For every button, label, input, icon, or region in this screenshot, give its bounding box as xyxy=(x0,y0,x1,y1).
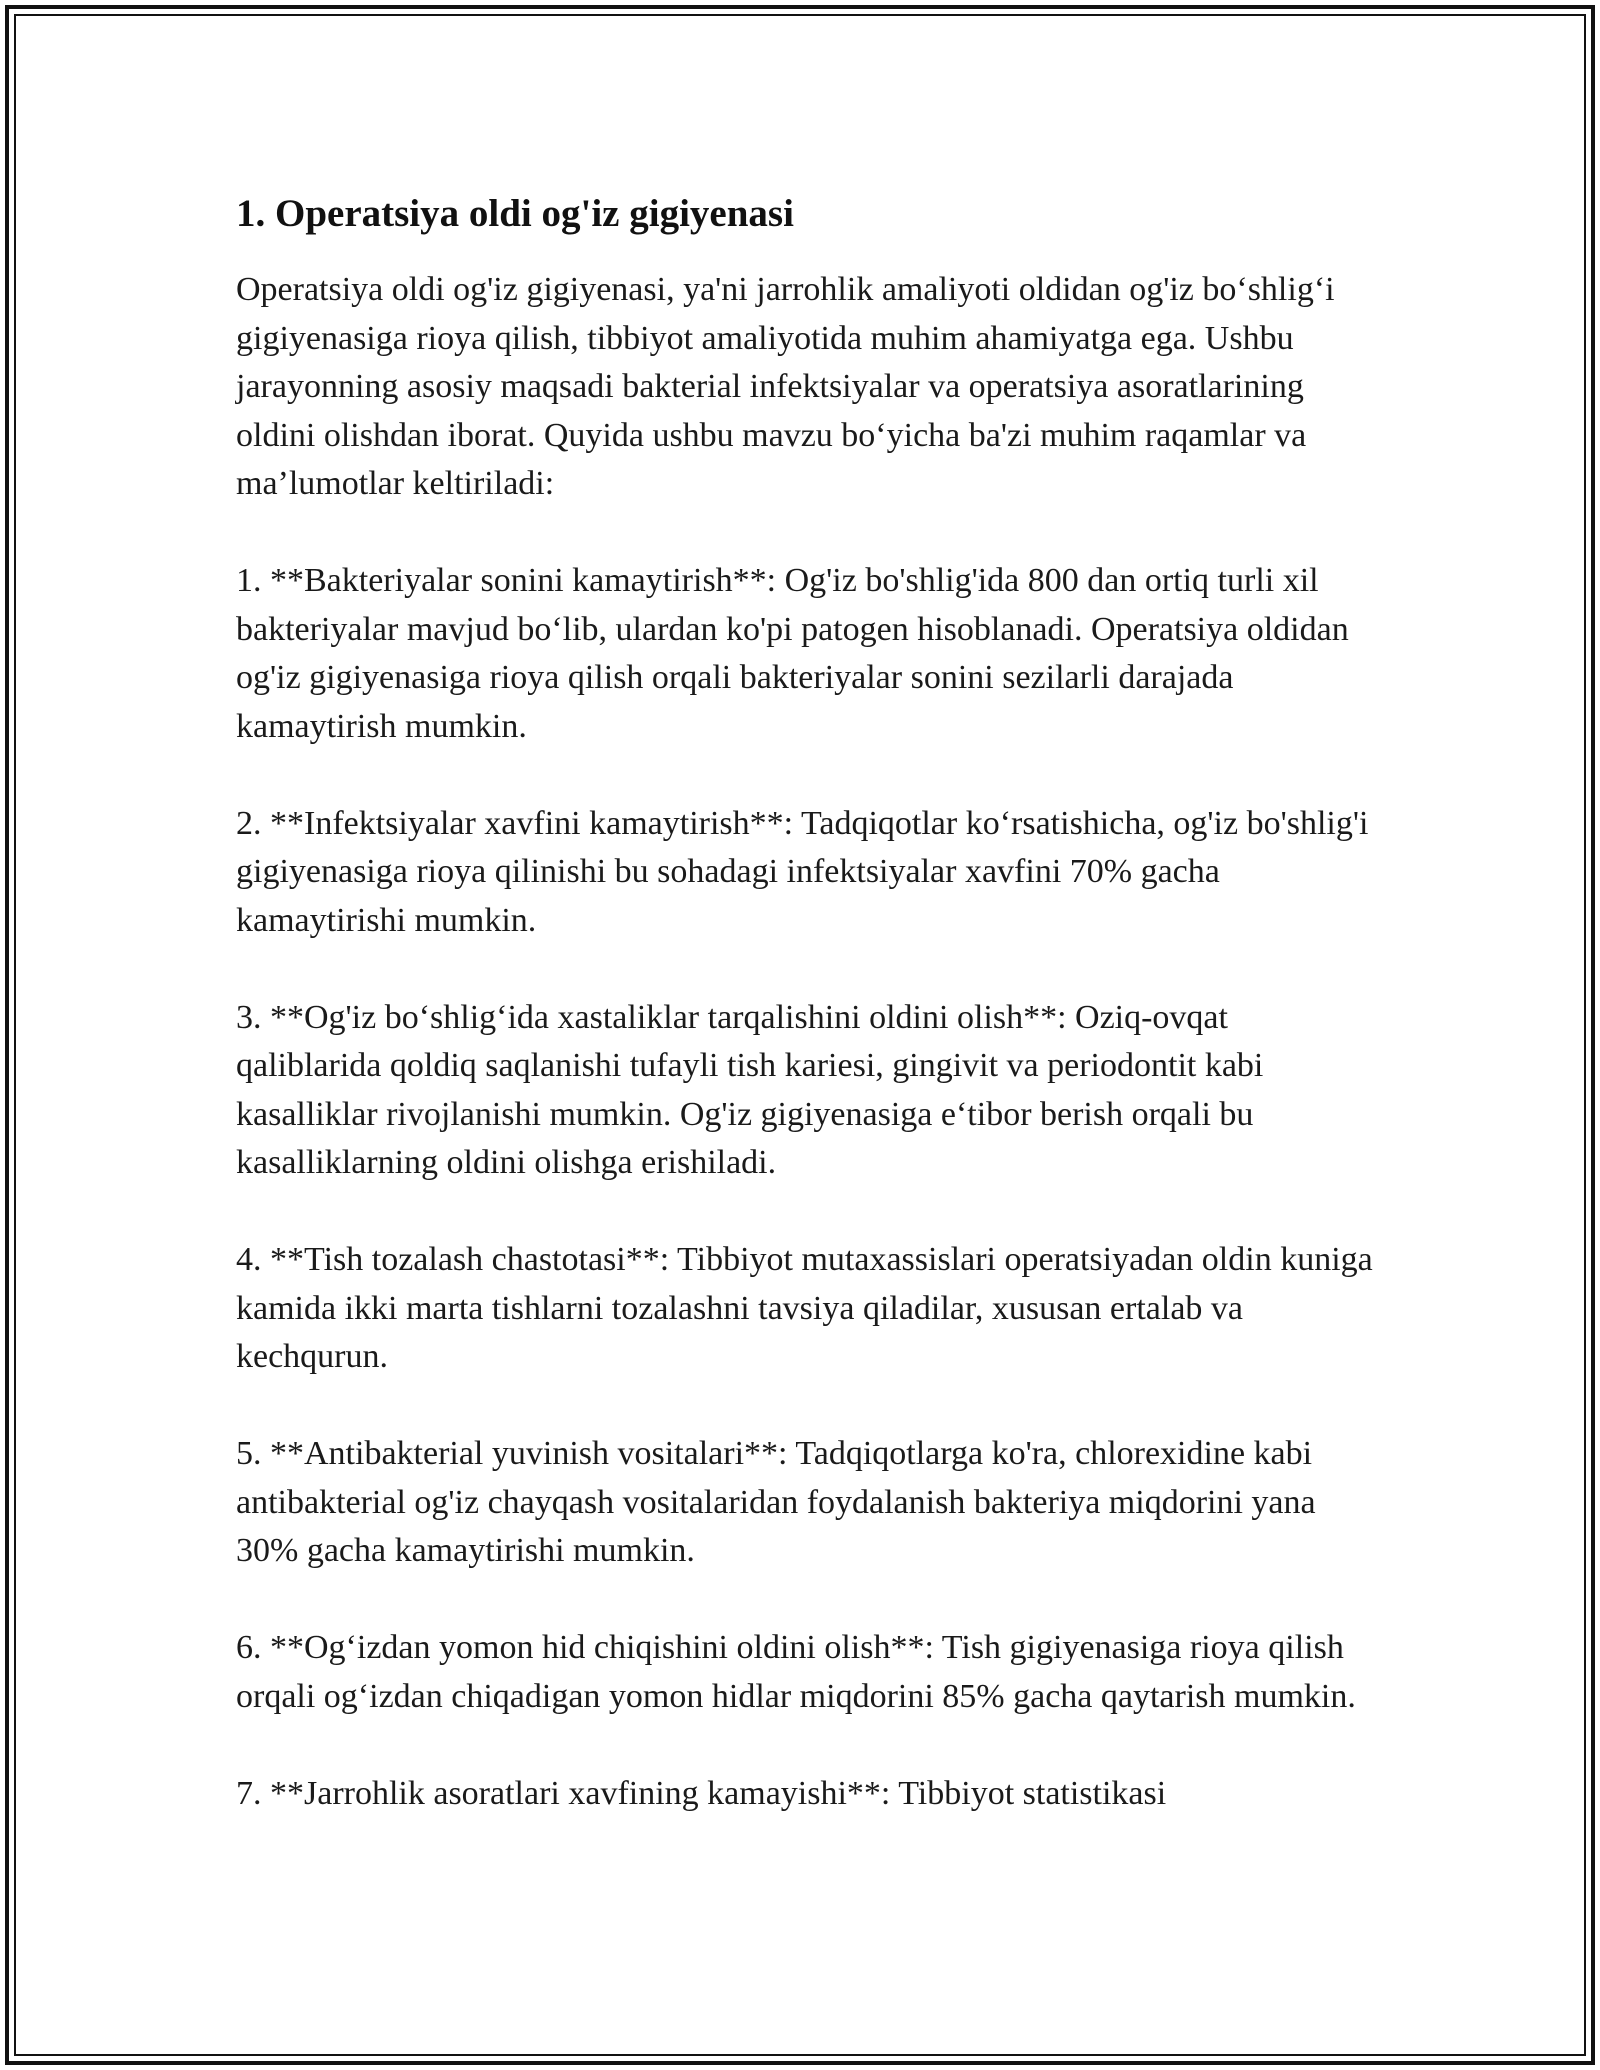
list-item-6: 6. **Og‘izdan yomon hid chiqishini oldini olish**: Tish gigiyenasiga rioya qilish orqali og‘izdan chiqadigan yomon hidlar miqdorini 85% gacha qaytarish mumkin. xyxy=(236,1629,1356,1715)
intro-paragraph: Operatsiya oldi og'iz gigiyenasi, ya'ni jarrohlik amaliyoti oldidan og'iz bo‘shlig‘i gigiyenasiga rioya qilish, tibbiyot amaliyotida muhim ahamiyatga ega. Ushbu jarayonning asosiy maqsadi bakterial infektsiyalar va operatsiya asoratlarining oldini olishdan iborat. Quyida ushbu mavzu bo‘yicha ba'zi muhim raqamlar va ma’lumotlar keltiriladi: xyxy=(236,271,1335,502)
list-item-5: 5. **Antibakterial yuvinish vositalari**: Tadqiqotlarga ko'ra, chlorexidine kabi antibakterial og'iz chayqash vositalaridan foydalanish bakteriya miqdorini yana 30% gacha kamaytirishi mumkin. xyxy=(236,1435,1316,1569)
list-item-4: 4. **Tish tozalash chastotasi**: Tibbiyot mutaxassislari operatsiyadan oldin kuniga kamida ikki marta tishlarni tozalashni tavsiya qiladilar, xususan ertalab va kechqurun. xyxy=(236,1241,1373,1375)
document-title: 1. Operatsiya oldi og'iz gigiyenasi xyxy=(236,192,794,235)
document-body xyxy=(236,188,1376,1867)
list-item-3: 3. **Og'iz bo‘shlig‘ida xastaliklar tarqalishini oldini olish**: Oziq-ovqat qaliblarida qoldiq saqlanishi tufayli tish kariesi, gingivit va periodontit kabi kasalliklar rivojlanishi mumkin. Og'iz gigiyenasiga e‘tibor berish orqali bu kasalliklarning oldini olishga erishiladi. xyxy=(236,998,1264,1181)
list-item-1: 1. **Bakteriyalar sonini kamaytirish**: Og'iz bo'shlig'ida 800 dan ortiq turli xil bakteriyalar mavjud bo‘lib, ulardan ko'pi patogen hisoblanadi. Operatsiya oldidan og'iz gigiyenasiga rioya qilish orqali bakteriyalar sonini sezilarli darajada kamaytirish mumkin. xyxy=(236,562,1349,745)
list-item-7: 7. **Jarrohlik asoratlari xavfining kamayishi**: Tibbiyot statistikasi xyxy=(236,1774,1167,1812)
list-item-2: 2. **Infektsiyalar xavfini kamaytirish**: Tadqiqotlar ko‘rsatishicha, og'iz bo'shlig'i gigiyenasiga rioya qilinishi bu sohadagi infektsiyalar xavfini 70% gacha kamaytirishi mumkin. xyxy=(236,804,1369,939)
